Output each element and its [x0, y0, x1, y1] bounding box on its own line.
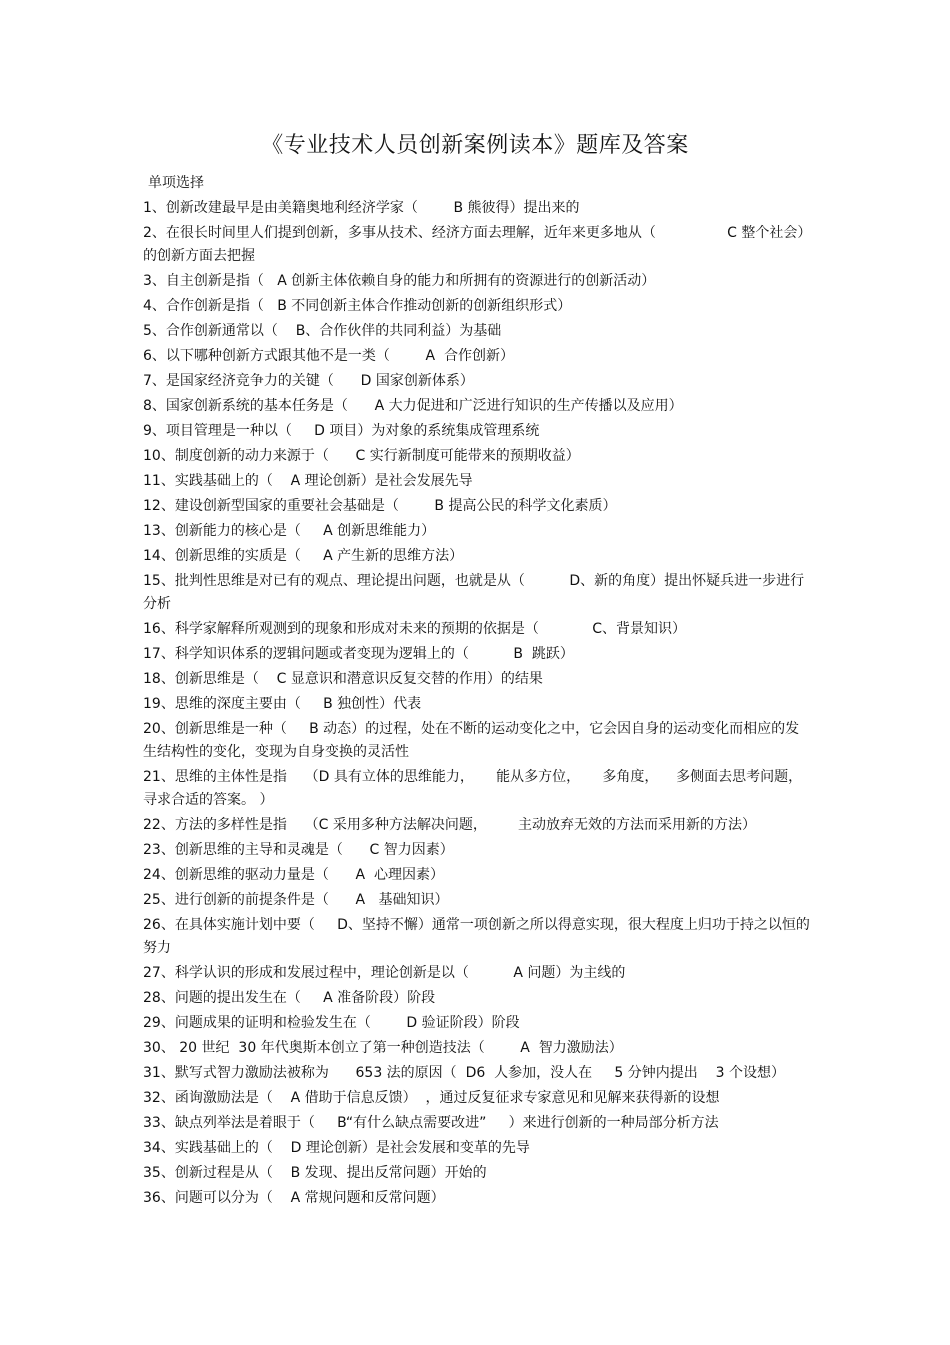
question-item: 5、合作创新通常以（ B、合作伙伴的共同利益）为基础	[143, 323, 502, 339]
question-item: 19、思维的深度主要由（ B 独创性）代表	[143, 696, 422, 712]
question-item: 26、在具体实施计划中要（ D、坚持不懈）通常一项创新之所以得意实现，很大程度上归功于持之以恒的努力	[143, 917, 810, 956]
question-item: 7、是国家经济竞争力的关键（ D 国家创新体系）	[143, 373, 474, 389]
question-item: 4、合作创新是指（ B 不同创新主体合作推动创新的创新组织形式）	[143, 298, 572, 314]
question-item: 15、批判性思维是对已有的观点、理论提出问题，也就是从（ D、新的角度）提出怀疑兵进一步进行分析	[143, 573, 805, 612]
question-list	[143, 197, 813, 1212]
question-item: 33、缺点列举法是着眼于（ B“有什么缺点需要改进” ）来进行创新的一种局部分析方法	[143, 1115, 719, 1131]
question-item: 24、创新思维的驱动力量是（ A 心理因素）	[143, 867, 444, 883]
question-item: 32、函询激励法是（ A 借助于信息反馈） ，通过反复征求专家意见和见解来获得新的设想	[143, 1090, 720, 1106]
question-item: 21、思维的主体性是指 （D 具有立体的思维能力， 能从多方位， 多角度， 多侧面去思考问题，寻求合适的答案。 ）	[143, 769, 803, 808]
question-item: 2、在很长时间里人们提到创新，多事从技术、经济方面去理解，近年来更多地从（ C 整个社会）的创新方面去把握	[143, 225, 812, 264]
section-heading: 单项选择	[148, 175, 204, 191]
question-item: 12、建设创新型国家的重要社会基础是（ B 提高公民的科学文化素质）	[143, 498, 617, 514]
question-item: 16、科学家解释所观测到的现象和形成对未来的预期的依据是（ C、背景知识）	[143, 621, 686, 637]
question-item: 29、问题成果的证明和检验发生在（ D 验证阶段）阶段	[143, 1015, 520, 1031]
question-item: 14、创新思维的实质是（ A 产生新的思维方法）	[143, 548, 464, 564]
question-item: 8、国家创新系统的基本任务是（ A 大力促进和广泛进行知识的生产传播以及应用）	[143, 398, 683, 414]
question-item: 10、制度创新的动力来源于（ C 实行新制度可能带来的预期收益）	[143, 448, 580, 464]
question-item: 22、方法的多样性是指 （C 采用多种方法解决问题， 主动放弃无效的方法而采用新的方法）	[143, 817, 756, 833]
question-item: 3、自主创新是指（ A 创新主体依赖自身的能力和所拥有的资源进行的创新活动）	[143, 273, 656, 289]
question-item: 35、创新过程是从（ B 发现、提出反常问题）开始的	[143, 1165, 487, 1181]
question-item: 34、实践基础上的（ D 理论创新）是社会发展和变革的先导	[143, 1140, 530, 1156]
question-item: 30、 20 世纪 30 年代奥斯本创立了第一种创造技法（ A 智力激励法）	[143, 1040, 623, 1056]
question-item: 17、科学知识体系的逻辑问题或者变现为逻辑上的（ B 跳跃）	[143, 646, 574, 662]
question-item: 23、创新思维的主导和灵魂是（ C 智力因素）	[143, 842, 454, 858]
question-item: 1、创新改建最早是由美籍奥地利经济学家（ B 熊彼得）提出来的	[143, 200, 580, 216]
question-item: 13、创新能力的核心是（ A 创新思维能力）	[143, 523, 436, 539]
question-item: 9、项目管理是一种以（ D 项目）为对象的系统集成管理系统	[143, 423, 540, 439]
question-item: 31、默写式智力激励法被称为 653 法的原因（ D6 人参加，没人在 5 分钟内提出 3 个设想）	[143, 1065, 785, 1081]
document-title: 《专业技术人员创新案例读本》题库及答案	[261, 133, 689, 158]
question-item: 27、科学认识的形成和发展过程中，理论创新是以（ A 问题）为主线的	[143, 965, 626, 981]
question-item: 6、以下哪种创新方式跟其他不是一类（ A 合作创新）	[143, 348, 514, 364]
question-item: 18、创新思维是（ C 显意识和潜意识反复交替的作用）的结果	[143, 671, 543, 687]
question-item: 20、创新思维是一种（ B 动态）的过程，处在不断的运动变化之中，它会因自身的运动变化而相应的发生结构性的变化，变现为自身变换的灵活性	[143, 721, 800, 760]
question-item: 36、问题可以分为（ A 常规问题和反常问题）	[143, 1190, 445, 1206]
question-item: 28、问题的提出发生在（ A 准备阶段）阶段	[143, 990, 436, 1006]
question-item: 11、实践基础上的（ A 理论创新）是社会发展先导	[143, 473, 473, 489]
question-item: 25、进行创新的前提条件是（ A 基础知识）	[143, 892, 449, 908]
